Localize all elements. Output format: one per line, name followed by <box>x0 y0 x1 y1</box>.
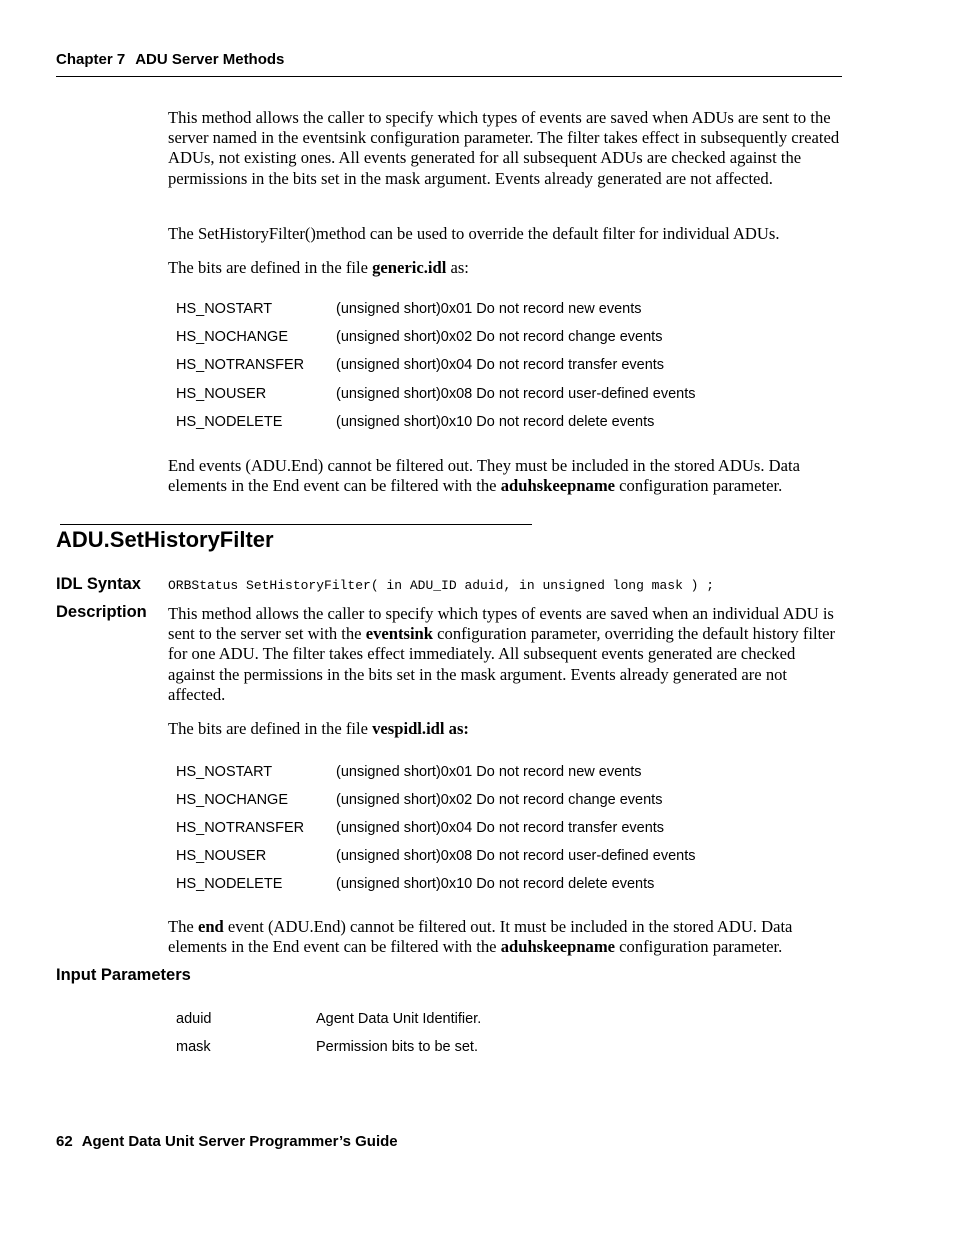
parameter-row: mask Permission bits to be set. <box>176 1039 478 1055</box>
bit-definition-row: HS_NOTRANSFER (unsigned short)0x04 Do not record transfer events <box>176 357 665 373</box>
bit-definition-row: HS_NOSTART (unsigned short)0x01 Do not record new events <box>176 764 642 780</box>
chapter-title: ADU Server Methods <box>135 51 285 68</box>
book-title: Agent Data Unit Server Programmer’s Guide <box>81 1133 398 1150</box>
bit-definition-row: HS_NOCHANGE (unsigned short)0x02 Do not record change events <box>176 792 663 808</box>
bit-definition-row: HS_NODELETE (unsigned short)0x10 Do not record delete events <box>176 876 655 892</box>
idl-file-name: vespidl.idl as: <box>372 719 469 738</box>
description-label: Description <box>56 603 147 621</box>
intro-paragraph-4: End events (ADU.End) cannot be filtered out. They must be included in the stored ADUs. Data elements in the End event can be filtered with the aduhskeepname configuration parameter. <box>168 456 800 496</box>
description-paragraph-2: The bits are defined in the file vespidl.idl as: <box>168 719 469 738</box>
intro-paragraph-2: The SetHistoryFilter()method can be used to override the default filter for individual ADUs. <box>168 224 780 243</box>
idl-file-name: generic.idl <box>372 258 447 277</box>
idl-code: ORBStatus SetHistoryFilter( in ADU_ID aduid, in unsigned long mask ) ; <box>168 578 715 593</box>
bit-definition-row: HS_NOUSER (unsigned short)0x08 Do not record user-defined events <box>176 386 696 402</box>
intro-paragraph-1: This method allows the caller to specify which types of events are saved when ADUs are sent to the server named in the eventsink configuration parameter. The filter takes effect in subsequently created ADUs, not existing ones. All events generated for all subsequent ADUs are checked against the permissions in the bits set in the mask argument. Events already generated are not affected. <box>168 108 840 188</box>
page-footer <box>56 1133 398 1150</box>
bit-definition-row: HS_NOCHANGE (unsigned short)0x02 Do not record change events <box>176 329 663 345</box>
bit-definition-row: HS_NOSTART (unsigned short)0x01 Do not record new events <box>176 301 642 317</box>
idl-syntax-label: IDL Syntax <box>56 575 141 593</box>
input-parameters-label: Input Parameters <box>56 966 191 984</box>
description-paragraph-3: The end event (ADU.End) cannot be filtered out. It must be included in the stored ADU. Data elements in the End event can be filtered with the aduhskeepname configuration parameter. <box>168 917 793 957</box>
description-paragraph-1: This method allows the caller to specify which types of events are saved when an individual ADU is sent to the server set with the eventsink configuration parameter, overriding the default history filter for one ADU. The filter takes effect immediately. All subsequent events generated are checked against the permissions in the bits set in the mask argument. Events already generated are not affected. <box>168 604 836 704</box>
section-title: ADU.SetHistoryFilter <box>56 527 274 552</box>
bit-definition-row: HS_NODELETE (unsigned short)0x10 Do not record delete events <box>176 414 655 430</box>
bit-definition-row: HS_NOUSER (unsigned short)0x08 Do not record user-defined events <box>176 848 696 864</box>
parameter-row: aduid Agent Data Unit Identifier. <box>176 1011 482 1027</box>
chapter-number: Chapter 7 <box>56 51 126 68</box>
intro-paragraph-3: The bits are defined in the file generic.idl as: <box>168 258 469 277</box>
section-rule <box>60 524 532 525</box>
running-header <box>56 51 284 68</box>
page-number: 62 <box>56 1133 73 1150</box>
bit-definition-row: HS_NOTRANSFER (unsigned short)0x04 Do not record transfer events <box>176 820 665 836</box>
header-rule <box>56 76 842 77</box>
